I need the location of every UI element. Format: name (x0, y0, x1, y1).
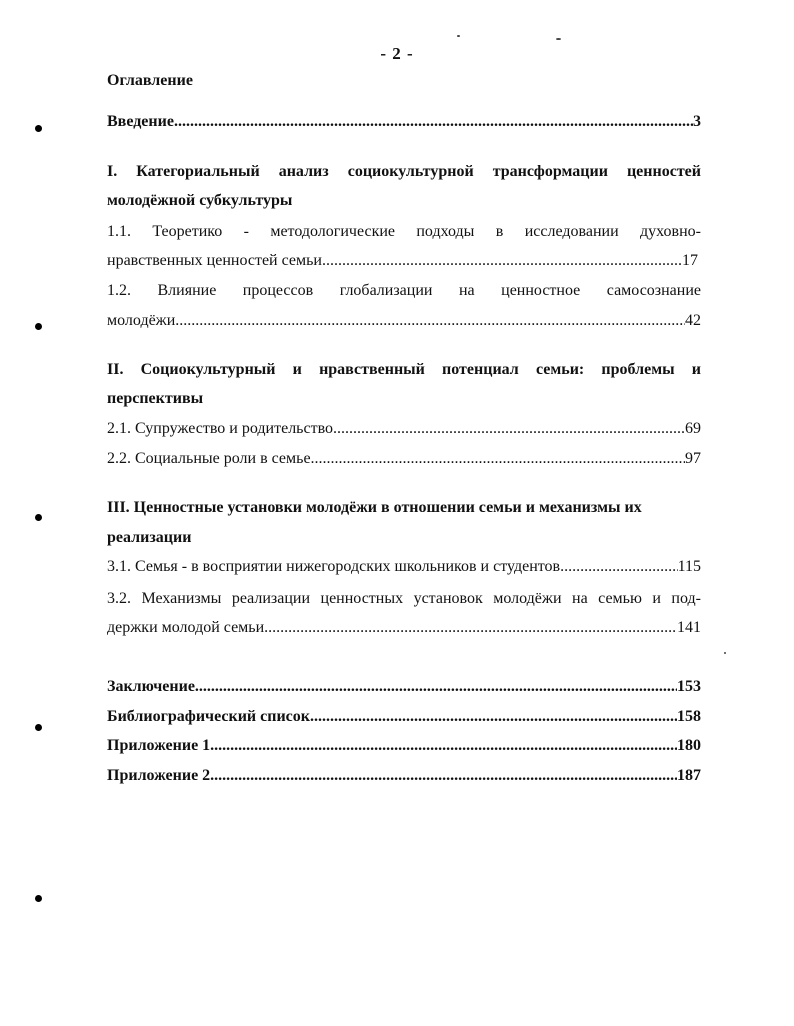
page-number: - 2 - (380, 44, 414, 63)
toc-entry-page: 187 (677, 767, 701, 784)
toc-entry-label: держки молодой семьи (107, 619, 265, 636)
binding-hole (35, 724, 42, 731)
dot-leader (310, 707, 677, 727)
dot-leader (311, 449, 685, 469)
toc-entry-page: 158 (677, 708, 701, 725)
toc-entry-label: 3.1. Семья - в восприятии нижегородских школьников и студентов (107, 558, 561, 575)
toc-entry-label: 2.2. Социальные роли в семье (107, 450, 311, 467)
toc-entry-label: Введение (107, 113, 174, 130)
dot-leader (195, 677, 677, 697)
section-3-2-cont (107, 618, 701, 638)
section-1-2-cont (107, 311, 701, 331)
chapter2-title: II. Социокультурный и нравственный потенциал семьи: проблемы и (107, 361, 701, 378)
toc-entry-bibliography (107, 707, 701, 727)
scan-speck (457, 35, 460, 37)
scan-speck (724, 652, 726, 654)
toc-entry-appendix-1 (107, 736, 701, 756)
toc-entry-appendix-2 (107, 766, 701, 786)
toc-entry-label: молодёжи (107, 312, 176, 329)
toc-entry-label: 2.1. Супружество и родительство (107, 420, 334, 437)
section-2-1 (107, 419, 701, 439)
binding-hole (35, 895, 42, 902)
chapter3-title-cont: реализации (107, 529, 192, 546)
toc-entry-label: нравственных ценностей семьи (107, 252, 322, 269)
chapter1-title-cont: молодёжной субкультуры (107, 192, 293, 209)
toc-entry-page: 69 (685, 420, 701, 437)
chapter3-title: III. Ценностные установки молодёжи в отношении семьи и механизмы их (107, 499, 642, 516)
toc-entry-page: 97 (685, 450, 701, 467)
toc-entry-page: 42 (685, 312, 701, 329)
dot-leader (333, 419, 685, 439)
chapter2-title-cont: перспективы (107, 390, 204, 407)
scan-speck (556, 38, 561, 40)
toc-entry-page: 115 (677, 558, 701, 575)
toc-entry-label: Приложение 2 (107, 767, 211, 784)
toc-entry-intro (107, 112, 701, 132)
dot-leader (560, 557, 677, 577)
toc-heading: Оглавление (107, 72, 193, 89)
section-2-2 (107, 449, 701, 469)
toc-entry-page: 180 (677, 737, 701, 754)
section-1-2: 1.2. Влияние процессов глобализации на ценностное самосознание (107, 282, 701, 299)
toc-entry-page: 3 (693, 113, 701, 130)
toc-entry-label: Приложение 1 (107, 737, 211, 754)
chapter1-title: I. Категориальный анализ социокультурной трансформации ценностей (107, 163, 701, 180)
binding-hole (35, 323, 42, 330)
section-1-1-cont (107, 251, 698, 271)
toc-entry-conclusion (107, 677, 701, 697)
toc-entry-label: Заключение (107, 678, 195, 695)
section-3-1 (107, 557, 701, 577)
dot-leader (174, 112, 693, 132)
dot-leader (210, 766, 677, 786)
dot-leader (175, 311, 685, 331)
toc-entry-page: 153 (677, 678, 701, 695)
dot-leader (322, 251, 682, 271)
binding-hole (35, 125, 42, 132)
toc-entry-page: 17 (682, 252, 698, 269)
dot-leader (264, 618, 677, 638)
dot-leader (210, 736, 677, 756)
toc-entry-page: 141 (677, 619, 701, 636)
section-3-2: 3.2. Механизмы реализации ценностных установок молодёжи на семью и под- (107, 590, 701, 607)
toc-entry-label: Библиографический список (107, 708, 310, 725)
binding-hole (35, 514, 42, 521)
section-1-1: 1.1. Теоретико - методологические подходы в исследовании духовно- (107, 223, 701, 240)
